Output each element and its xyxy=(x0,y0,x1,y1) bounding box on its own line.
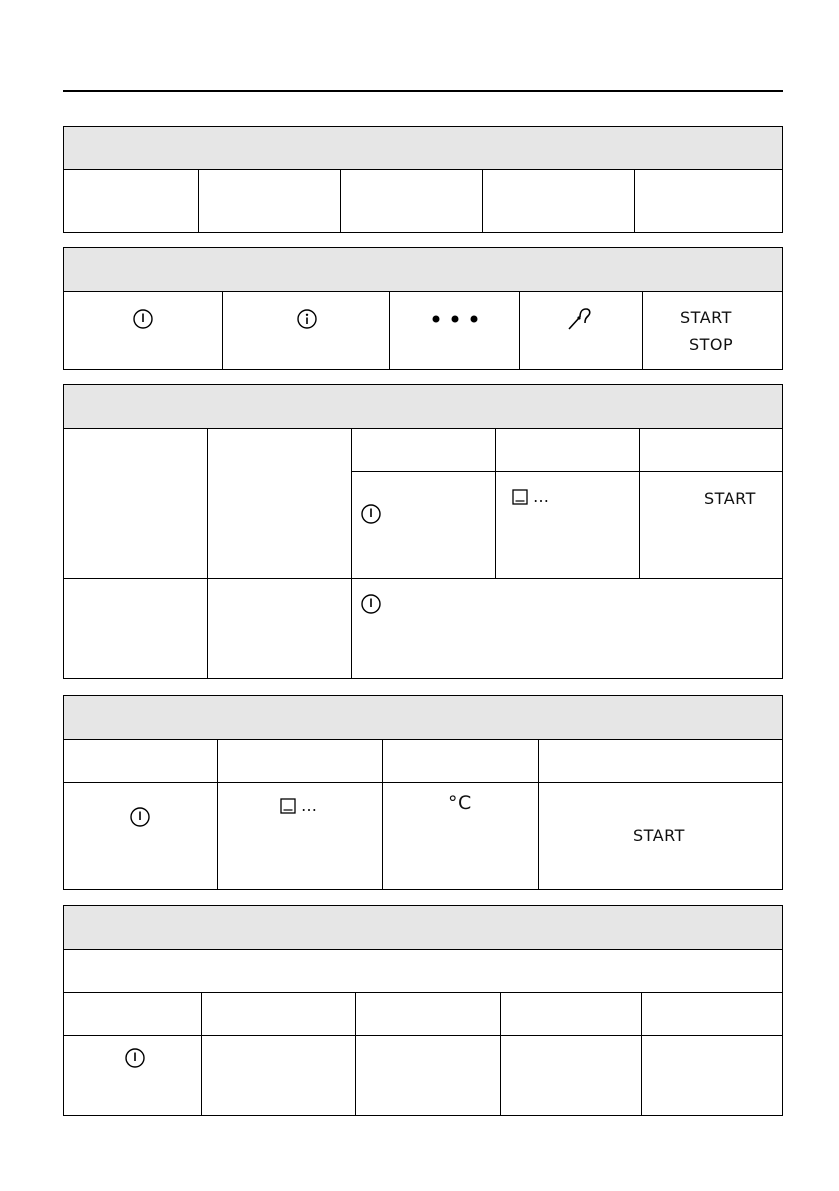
table-2-divider xyxy=(389,292,390,369)
ellipsis: … xyxy=(301,796,318,815)
table-3-divider xyxy=(639,429,640,578)
power-icon xyxy=(132,308,154,330)
start-label: START xyxy=(680,308,732,327)
table-1 xyxy=(63,126,783,233)
power-icon xyxy=(360,503,382,525)
table-4-header xyxy=(64,696,782,740)
table-4-divider xyxy=(382,740,383,889)
table-1-cell xyxy=(340,170,341,232)
table-1-cell xyxy=(198,170,199,232)
table-1-header xyxy=(64,127,782,170)
start-label: START xyxy=(704,489,756,508)
power-icon xyxy=(129,806,151,828)
table-3-header xyxy=(64,385,782,429)
info-icon xyxy=(296,308,318,330)
table-2-divider xyxy=(222,292,223,369)
stop-label: STOP xyxy=(689,335,734,354)
oven-function-icon xyxy=(512,489,528,505)
celsius-icon: °C xyxy=(448,792,472,814)
table-5-row-line xyxy=(64,1035,782,1036)
top-rule xyxy=(63,90,783,92)
table-5-divider xyxy=(355,993,356,1116)
table-1-cell xyxy=(482,170,483,232)
table-2 xyxy=(63,247,783,370)
table-5-divider xyxy=(641,993,642,1116)
three-dots-icon xyxy=(431,314,481,324)
table-5-divider xyxy=(500,993,501,1116)
table-5-subheader xyxy=(64,950,782,992)
ellipsis: … xyxy=(533,487,550,506)
table-2-divider xyxy=(642,292,643,369)
table-3-subrow-line xyxy=(351,471,782,472)
start-label: START xyxy=(633,826,685,845)
table-5 xyxy=(63,905,783,1116)
table-4-row-line xyxy=(64,782,782,783)
power-icon xyxy=(360,593,382,615)
table-2-header xyxy=(64,248,782,292)
table-2-row xyxy=(64,292,782,369)
table-5-header xyxy=(64,906,782,950)
table-3-divider xyxy=(495,429,496,578)
table-3-divider xyxy=(207,429,208,678)
table-3 xyxy=(63,384,783,679)
table-3-divider xyxy=(351,429,352,678)
power-icon xyxy=(124,1047,146,1069)
table-5-divider xyxy=(201,993,202,1116)
table-4-divider xyxy=(217,740,218,889)
oven-function-icon xyxy=(280,798,296,814)
table-5-body xyxy=(64,992,782,1116)
table-3-body xyxy=(64,429,782,678)
table-1-cell xyxy=(634,170,635,232)
table-2-divider xyxy=(519,292,520,369)
table-1-row xyxy=(64,170,782,232)
table-3-row-line xyxy=(64,578,782,579)
table-4 xyxy=(63,695,783,890)
table-4-body xyxy=(64,740,782,889)
food-probe-icon xyxy=(566,306,594,332)
table-4-divider xyxy=(538,740,539,889)
